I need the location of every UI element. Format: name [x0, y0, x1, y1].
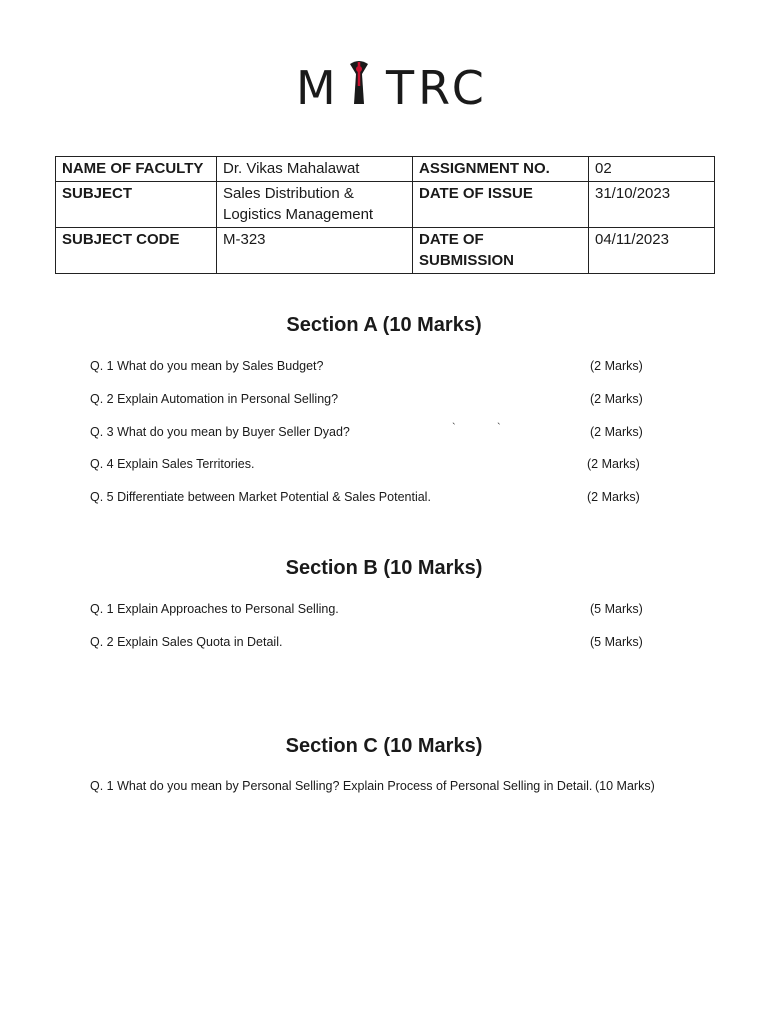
section-b-title: Section B (10 Marks)	[285, 557, 483, 579]
faculty-label: NAME OF FACULTY	[56, 157, 217, 182]
subject-value-line2: Logistics Management	[223, 206, 374, 223]
submission-label: DATE OF SUBMISSION	[413, 228, 589, 274]
marks-a4: (2 Marks)	[587, 457, 640, 471]
logo-text-left: M	[296, 61, 340, 110]
faculty-value: Dr. Vikas Mahalawat	[217, 157, 413, 182]
question-a5: Q. 5 Differentiate between Market Potential & Sales Potential.	[90, 490, 431, 504]
question-b1: Q. 1 Explain Approaches to Personal Selling.	[90, 602, 339, 616]
table-row	[56, 157, 715, 182]
question-a2: Q. 2 Explain Automation in Personal Selling?	[90, 392, 339, 406]
pen-nib-icon	[350, 61, 368, 104]
table-row	[56, 228, 715, 274]
marks-a3: (2 Marks)	[590, 425, 643, 439]
code-value: M-323	[217, 228, 413, 274]
stray-mark: `	[497, 422, 501, 434]
assignment-info-table	[55, 156, 715, 274]
issue-value: 31/10/2023	[589, 182, 715, 228]
marks-a5: (2 Marks)	[587, 490, 640, 504]
assignment-label: ASSIGNMENT NO.	[413, 157, 589, 182]
question-a4: Q. 4 Explain Sales Territories.	[90, 457, 255, 471]
question-a3: Q. 3 What do you mean by Buyer Seller Dyad?	[90, 425, 350, 439]
issue-label: DATE OF ISSUE	[413, 182, 589, 228]
marks-a2: (2 Marks)	[590, 392, 643, 406]
logo-graphic	[296, 56, 502, 110]
question-b2: Q. 2 Explain Sales Quota in Detail.	[90, 635, 283, 649]
logo-text-right: TRC	[386, 61, 488, 110]
subject-label: SUBJECT	[56, 182, 217, 228]
subject-value	[217, 182, 413, 228]
question-a1: Q. 1 What do you mean by Sales Budget?	[90, 359, 324, 373]
mitrc-logo	[296, 56, 502, 110]
question-c1: Q. 1 What do you mean by Personal Selling? Explain Process of Personal Selling in Detail.	[90, 779, 593, 793]
subject-value-line1: Sales Distribution &	[223, 185, 354, 202]
marks-c1: (10 Marks)	[595, 779, 655, 793]
code-label: SUBJECT CODE	[56, 228, 217, 274]
marks-b2: (5 Marks)	[590, 635, 643, 649]
marks-b1: (5 Marks)	[590, 602, 643, 616]
assignment-value: 02	[589, 157, 715, 182]
table-row	[56, 182, 715, 228]
submission-value: 04/11/2023	[589, 228, 715, 274]
marks-a1: (2 Marks)	[590, 359, 643, 373]
section-c-title: Section C (10 Marks)	[285, 735, 483, 757]
stray-mark: `	[452, 422, 456, 434]
section-a-title: Section A (10 Marks)	[286, 314, 482, 336]
